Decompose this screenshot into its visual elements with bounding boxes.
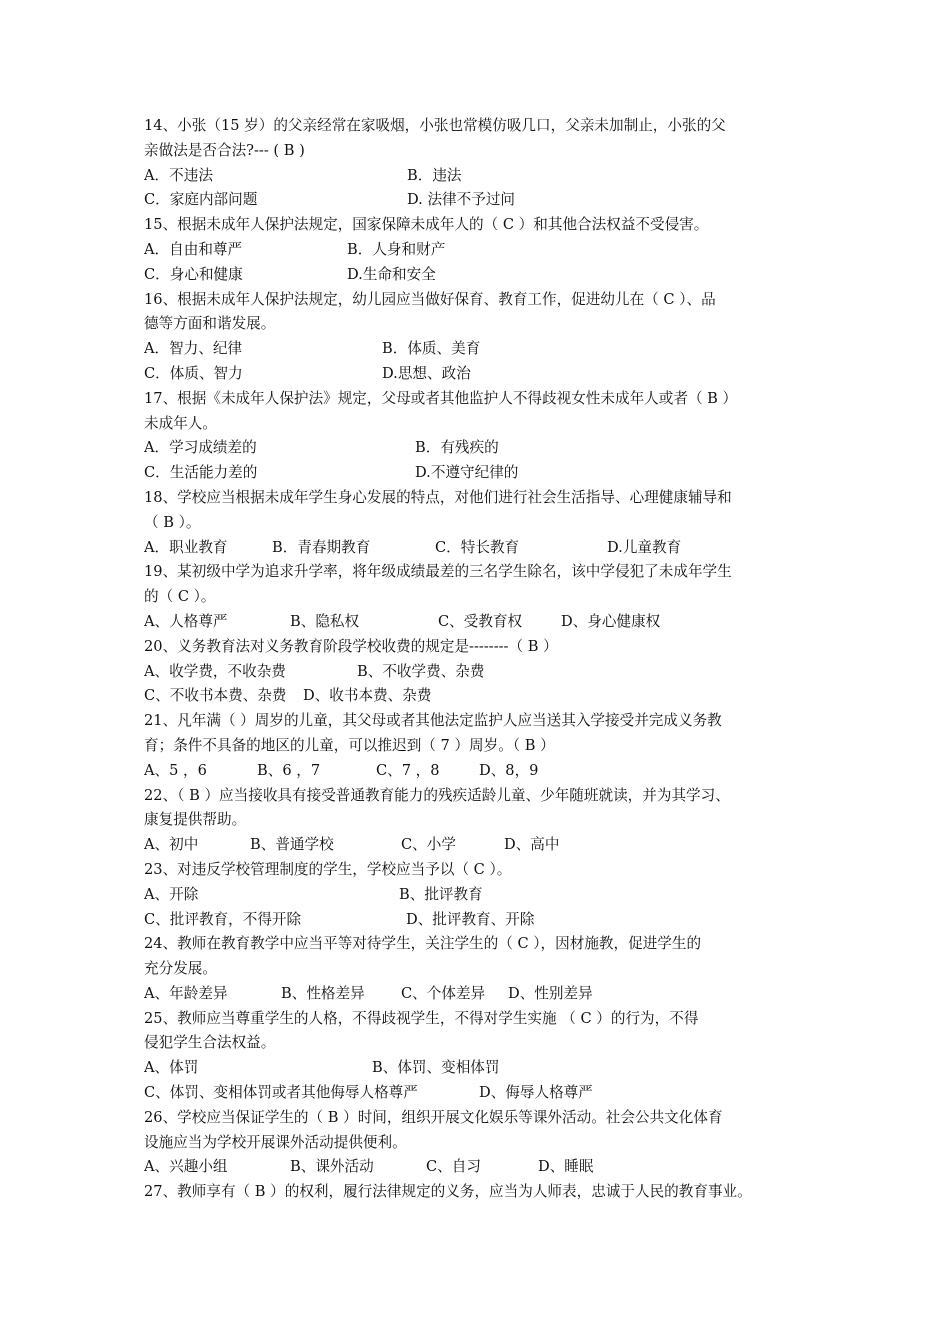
question-stem-line: 未成年人。 <box>144 414 217 432</box>
question-stem-line: 19、某初级中学为追求升学率，将年级成绩最差的三名学生除名，该中学侵犯了未成年学生 <box>144 563 732 581</box>
question-stem-line: 德等方面和谐发展。 <box>144 315 276 333</box>
option-row <box>144 908 816 933</box>
answer-option: A、收学费，不收杂费 <box>144 662 286 680</box>
question-stem-line: 充分发展。 <box>144 960 217 978</box>
answer-option: A．不违法 <box>144 166 213 184</box>
question-stem-line: 18、学校应当根据未成年学生身心发展的特点，对他们进行社会生活指导、心理健康辅导和 <box>144 488 732 506</box>
answer-option: A、人格尊严 <box>144 612 228 630</box>
answer-option: D、睡眠 <box>538 1158 594 1176</box>
answer-option: D、侮辱人格尊严 <box>479 1084 593 1102</box>
question-stem-line: 14、小张（15 岁）的父亲经常在家吸烟，小张也常模仿吸几口，父亲未加制止，小张的父 <box>144 117 726 134</box>
question-22 <box>144 784 816 858</box>
answer-option: B．青春期教育 <box>272 538 371 556</box>
question-stem-line: 22、（ B ）应当接收具有接受普通教育能力的残疾适龄儿童、少年随班就读，并为其学习、 <box>144 786 730 804</box>
question-15 <box>144 213 816 287</box>
question-stem-line: 设施应当为学校开展课外活动提供便利。 <box>144 1133 407 1151</box>
option-row <box>144 238 816 263</box>
question-18 <box>144 486 816 560</box>
answer-option: C、小学 <box>401 836 456 854</box>
answer-option: C、7 ，8 <box>376 761 440 779</box>
question-stem-line: 17、根据《未成年人保护法》规定，父母或者其他监护人不得歧视女性未成年人或者（ B ） <box>144 389 738 407</box>
answer-option: D.不遵守纪律的 <box>415 464 519 482</box>
option-row <box>144 362 816 387</box>
answer-option: C．体质、智力 <box>144 364 243 382</box>
answer-option: B、课外活动 <box>290 1158 374 1176</box>
answer-option: B．违法 <box>407 166 462 184</box>
answer-option: B、批评教育 <box>399 885 483 903</box>
answer-option: C．身心和健康 <box>144 265 243 283</box>
answer-option: C．家庭内部问题 <box>144 191 258 209</box>
option-row <box>144 536 816 561</box>
answer-option: D.思想、政治 <box>382 364 471 382</box>
answer-option: D、8，9 <box>479 761 539 779</box>
answer-option: B、6 ，7 <box>257 761 321 779</box>
question-stem-line: 24、教师在教育教学中应当平等对待学生，关注学生的（ C ），因材施教，促进学生的 <box>144 935 702 953</box>
answer-option: C．特长教育 <box>435 538 520 556</box>
option-row <box>144 337 816 362</box>
option-row <box>144 461 816 486</box>
question-24 <box>144 932 816 1006</box>
answer-option: A．自由和尊严 <box>144 240 243 258</box>
option-row <box>144 1155 816 1180</box>
answer-option: A、体罚 <box>144 1059 199 1077</box>
option-row <box>144 436 816 461</box>
answer-option: A．职业教育 <box>144 538 228 556</box>
answer-option: D、批评教育、开除 <box>406 910 535 928</box>
answer-option: B、隐私权 <box>290 612 360 630</box>
question-stem-line: 亲做法是否合法?--- ( B ) <box>144 141 305 159</box>
question-list <box>144 114 816 1205</box>
answer-option: B．有残疾的 <box>415 439 499 457</box>
answer-option: D、身心健康权 <box>561 612 661 630</box>
question-stem-line: 20、义务教育法对义务教育阶段学校收费的规定是--------（ B ） <box>144 637 558 655</box>
option-row <box>144 1081 816 1106</box>
question-stem-line: 15、根据未成年人保护法规定，国家保障未成年人的（ C ）和其他合法权益不受侵害。 <box>144 216 709 234</box>
question-26 <box>144 1106 816 1180</box>
question-stem-line: 育；条件不具备的地区的儿童，可以推迟到（ 7 ）周岁。（ B ） <box>144 736 555 754</box>
question-19 <box>144 560 816 634</box>
option-row <box>144 982 816 1007</box>
option-row <box>144 833 816 858</box>
question-stem-line: （ B ）。 <box>144 513 201 531</box>
question-23 <box>144 858 816 932</box>
answer-option: B、性格差异 <box>281 984 365 1002</box>
answer-option: A、兴趣小组 <box>144 1158 228 1176</box>
option-row <box>144 759 816 784</box>
option-row <box>144 1056 816 1081</box>
answer-option: C、个体差异 <box>401 984 486 1002</box>
answer-option: D、高中 <box>504 836 560 854</box>
answer-option: B．人身和财产 <box>347 240 446 258</box>
question-stem-line: 26、学校应当保证学生的（ B ）时间，组织开展文化娱乐等课外活动。社会公共文化体育 <box>144 1108 723 1126</box>
question-stem-line: 23、对违反学校管理制度的学生，学校应当予以（ C ）。 <box>144 860 512 878</box>
answer-option: D.生命和安全 <box>347 265 436 283</box>
answer-option: A、初中 <box>144 836 199 854</box>
answer-option: D. 法律不予过问 <box>407 191 516 209</box>
answer-option: D、性别差异 <box>508 984 593 1002</box>
answer-option: C、不收书本费、杂费 <box>144 687 287 705</box>
question-17 <box>144 387 816 486</box>
question-25 <box>144 1007 816 1106</box>
question-21 <box>144 709 816 783</box>
option-row <box>144 610 816 635</box>
question-stem-line: 21、凡年满（ ）周岁的儿童，其父母或者其他法定监护人应当送其入学接受并完成义务教 <box>144 712 722 730</box>
answer-option: D.儿童教育 <box>607 538 682 556</box>
question-stem-line: 康复提供帮助。 <box>144 811 247 829</box>
answer-option: D、收书本费、杂费 <box>303 687 432 705</box>
answer-option: C、批评教育，不得开除 <box>144 910 302 928</box>
question-stem-line: 25、教师应当尊重学生的人格，不得歧视学生，不得对学生实施 （ C ）的行为，不得 <box>144 1009 699 1027</box>
option-row <box>144 188 816 213</box>
answer-option: A、开除 <box>144 885 199 903</box>
question-16 <box>144 288 816 387</box>
answer-option: B．体质、美育 <box>382 340 481 358</box>
answer-option: A、5 ，6 <box>144 761 207 779</box>
answer-option: C、自习 <box>426 1158 481 1176</box>
question-27 <box>144 1180 816 1205</box>
answer-option: A．智力、纪律 <box>144 340 243 358</box>
question-20 <box>144 635 816 709</box>
answer-option: C、体罚、变相体罚或者其他侮辱人格尊严 <box>144 1084 418 1102</box>
answer-option: A．学习成绩差的 <box>144 439 257 457</box>
question-stem-line: 16、根据未成年人保护法规定，幼儿园应当做好保育、教育工作，促进幼儿在（ C ）、品 <box>144 290 716 308</box>
answer-option: C、受教育权 <box>438 612 523 630</box>
question-stem-line: 侵犯学生合法权益。 <box>144 1034 276 1052</box>
answer-option: B、普通学校 <box>250 836 334 854</box>
answer-option: B、体罚、变相体罚 <box>372 1059 500 1077</box>
option-row <box>144 164 816 189</box>
option-row <box>144 660 816 685</box>
answer-option: A、年龄差异 <box>144 984 228 1002</box>
question-14 <box>144 114 816 213</box>
option-row <box>144 684 816 709</box>
question-stem-line: 的（ C ）。 <box>144 588 216 606</box>
question-stem-line: 27、教师享有（ B ）的权利，履行法律规定的义务，应当为人师表，忠诚于人民的教育事业。 <box>144 1183 752 1201</box>
option-row <box>144 263 816 288</box>
answer-option: B、不收学费、杂费 <box>357 662 485 680</box>
option-row <box>144 883 816 908</box>
answer-option: C．生活能力差的 <box>144 464 258 482</box>
